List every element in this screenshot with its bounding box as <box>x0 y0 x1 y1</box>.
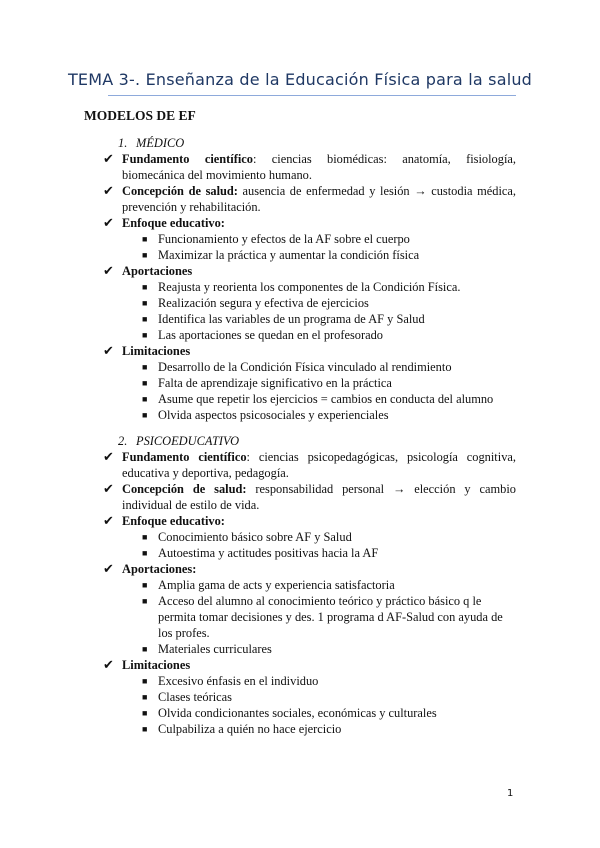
bullet-icon: ■ <box>142 596 148 606</box>
checklist-item <box>84 183 516 215</box>
bullet-icon: ■ <box>142 234 148 244</box>
bullet-item <box>84 721 516 737</box>
checkmark-icon: ✔ <box>103 449 114 464</box>
item-text: : ciencias psicopedagógicas, psicología cognitiva, educativa y deportiva, pedagogía. <box>122 450 516 480</box>
checklist-item <box>84 263 516 279</box>
bullet-icon: ■ <box>142 330 148 340</box>
checklist-item <box>84 657 516 673</box>
checkmark-icon: ✔ <box>103 513 114 528</box>
bullet-item <box>84 295 516 311</box>
item-label: Fundamento científico <box>122 450 247 464</box>
bullet-text: Clases teóricas <box>158 690 232 704</box>
bullet-icon: ■ <box>142 298 148 308</box>
bullet-text: Acceso del alumno al conocimiento teórico y práctico básico q le permita tomar decisiones y des. 1 programa d AF-Salud con ayuda de los profes. <box>158 594 503 640</box>
item-label: Concepción de salud: <box>122 482 247 496</box>
bullet-icon: ■ <box>142 708 148 718</box>
bullet-text: Desarrollo de la Condición Física vinculado al rendimiento <box>158 360 452 374</box>
bullet-icon: ■ <box>142 394 148 404</box>
checklist-item <box>84 561 516 577</box>
bullet-icon: ■ <box>142 314 148 324</box>
title-underline <box>108 95 516 96</box>
model-number: 1. <box>118 136 128 150</box>
bullet-icon: ■ <box>142 580 148 590</box>
page-number: 1 <box>507 788 514 799</box>
bullet-text: Amplia gama de acts y experiencia satisfactoria <box>158 578 395 592</box>
bullet-text: Falta de aprendizaje significativo en la práctica <box>158 376 392 390</box>
bullet-icon: ■ <box>142 724 148 734</box>
bullet-text: Realización segura y efectiva de ejercicios <box>158 296 369 310</box>
bullet-text: Autoestima y actitudes positivas hacia la AF <box>158 546 379 560</box>
bullet-item <box>84 705 516 721</box>
checkmark-icon: ✔ <box>103 215 114 230</box>
bullet-item <box>84 327 516 343</box>
bullet-icon: ■ <box>142 644 148 654</box>
bullet-item <box>84 311 516 327</box>
item-text: responsabilidad personal → elección y cambio individual de estilo de vida. <box>122 482 516 512</box>
checklist-item <box>84 215 516 231</box>
bullet-icon: ■ <box>142 692 148 702</box>
document-body <box>84 135 516 737</box>
bullet-icon: ■ <box>142 548 148 558</box>
checklist-item <box>84 151 516 183</box>
checklist-item <box>84 481 516 513</box>
bullet-text: Excesivo énfasis en el individuo <box>158 674 319 688</box>
bullet-text: Las aportaciones se quedan en el profesorado <box>158 328 384 342</box>
checkmark-icon: ✔ <box>103 561 114 576</box>
model-number: 2. <box>118 434 128 448</box>
item-text: : ciencias biomédicas: anatomía, fisiología, biomecánica del movimiento humano. <box>122 152 516 182</box>
model-heading <box>84 135 516 151</box>
bullet-text: Olvida aspectos psicosociales y experienciales <box>158 408 389 422</box>
checkmark-icon: ✔ <box>103 343 114 358</box>
bullet-icon: ■ <box>142 378 148 388</box>
bullet-text: Identifica las variables de un programa de AF y Salud <box>158 312 425 326</box>
bullet-icon: ■ <box>142 282 148 292</box>
bullet-text: Materiales curriculares <box>158 642 272 656</box>
bullet-item <box>84 689 516 705</box>
checklist-item <box>84 343 516 359</box>
bullet-item <box>84 247 516 263</box>
bullet-item <box>84 641 516 657</box>
item-label: Enfoque educativo: <box>122 216 225 230</box>
bullet-item <box>84 359 516 375</box>
bullet-text: Culpabiliza a quién no hace ejercicio <box>158 722 342 736</box>
checkmark-icon: ✔ <box>103 481 114 496</box>
bullet-icon: ■ <box>142 362 148 372</box>
bullet-icon: ■ <box>142 410 148 420</box>
item-label: Enfoque educativo: <box>122 514 225 528</box>
model-heading <box>84 433 516 449</box>
bullet-text: Maximizar la práctica y aumentar la condición física <box>158 248 420 262</box>
checkmark-icon: ✔ <box>103 263 114 278</box>
bullet-icon: ■ <box>142 250 148 260</box>
bullet-item <box>84 529 516 545</box>
item-label: Fundamento científico <box>122 152 253 166</box>
model-name: PSICOEDUCATIVO <box>136 434 240 448</box>
item-label: Limitaciones <box>122 658 191 672</box>
item-text: ausencia de enfermedad y lesión → custodia médica, prevención y rehabilitación. <box>122 184 516 214</box>
bullet-item <box>84 673 516 689</box>
item-label: Aportaciones: <box>122 562 197 576</box>
bullet-item <box>84 407 516 423</box>
document-title: TEMA 3-. Enseñanza de la Educación Física para la salud <box>67 70 533 89</box>
bullet-icon: ■ <box>142 676 148 686</box>
checkmark-icon: ✔ <box>103 183 114 198</box>
checkmark-icon: ✔ <box>103 151 114 166</box>
bullet-text: Asume que repetir los ejercicios = cambios en conducta del alumno <box>158 392 494 406</box>
bullet-icon: ■ <box>142 532 148 542</box>
item-label: Limitaciones <box>122 344 191 358</box>
bullet-item <box>84 577 516 593</box>
bullet-text: Funcionamiento y efectos de la AF sobre el cuerpo <box>158 232 410 246</box>
bullet-text: Olvida condicionantes sociales, económicas y culturales <box>158 706 437 720</box>
bullet-item <box>84 593 516 641</box>
bullet-item <box>84 391 516 407</box>
item-label: Aportaciones <box>122 264 193 278</box>
bullet-item <box>84 545 516 561</box>
model-name: MÉDICO <box>136 136 185 150</box>
bullet-text: Conocimiento básico sobre AF y Salud <box>158 530 352 544</box>
bullet-item <box>84 375 516 391</box>
checklist-item <box>84 513 516 529</box>
bullet-text: Reajusta y reorienta los componentes de la Condición Física. <box>158 280 461 294</box>
bullet-item <box>84 231 516 247</box>
section-heading: MODELOS DE EF <box>84 108 196 123</box>
item-label: Concepción de salud: <box>122 184 238 198</box>
checkmark-icon: ✔ <box>103 657 114 672</box>
bullet-item <box>84 279 516 295</box>
checklist-item <box>84 449 516 481</box>
